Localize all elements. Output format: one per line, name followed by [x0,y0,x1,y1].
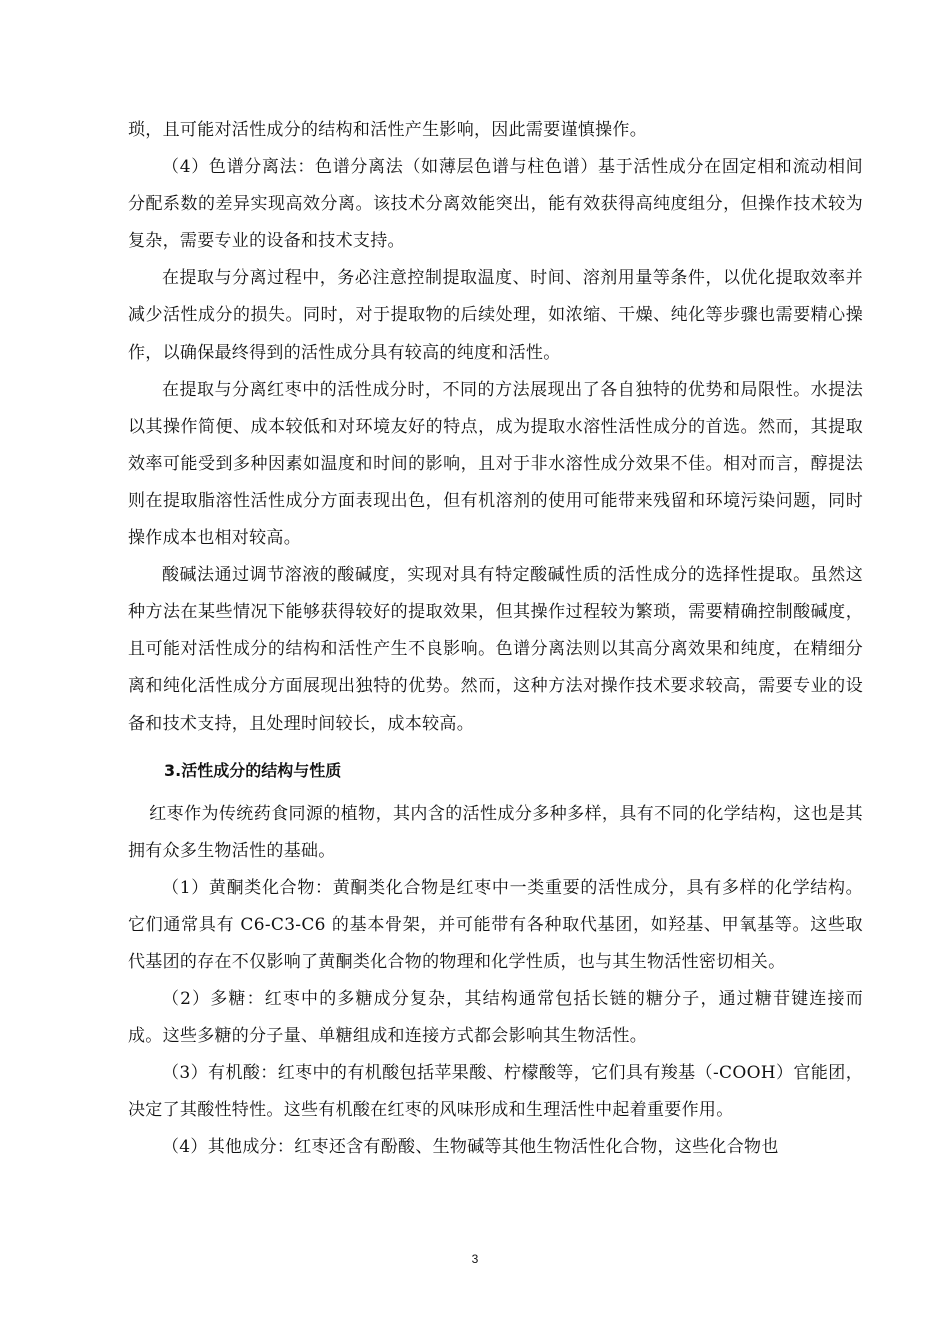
page-body [128,112,863,1167]
paragraph-other-components: （4）其他成分：红枣还含有酚酸、生物碱等其他生物活性化合物，这些化合物也 [162,1137,779,1158]
paragraph-flavonoids: （1）黄酮类化合物：黄酮类化合物是红枣中一类重要的活性成分，具有多样的化学结构。它们通常具有 C6-C3-C6 的基本骨架，并可能带有各种取代基团，如羟基、甲氧基等。这些取代基团的存在不仅影响了黄酮类化合物的物理和化学性质，也与其生物活性密切相关。 [128,877,863,972]
page-number: 3 [471,1252,479,1266]
paragraph-chromatography: （4）色谱分离法：色谱分离法（如薄层色谱与柱色谱）基于活性成分在固定相和流动相间分配系数的差异实现高效分离。该技术分离效能突出，能有效获得高纯度组分，但操作技术较为复杂，需要专业的设备和技术支持。 [128,157,863,252]
paragraph-intro: 红枣作为传统药食同源的植物，其内含的活性成分多种多样，具有不同的化学结构，这也是其拥有众多生物活性的基础。 [128,803,863,861]
paragraph-polysaccharides: （2）多糖：红枣中的多糖成分复杂，其结构通常包括长链的糖分子，通过糖苷键连接而成。这些多糖的分子量、单糖组成和连接方式都会影响其生物活性。 [128,989,863,1047]
paragraph-acid-base-summary: 酸碱法通过调节溶液的酸碱度，实现对具有特定酸碱性质的活性成分的选择性提取。虽然这种方法在某些情况下能够获得较好的提取效果，但其操作过程较为繁琐，需要精确控制酸碱度，且可能对活性成分的结构和活性产生不良影响。色谱分离法则以其高分离效果和纯度，在精细分离和纯化活性成分方面展现出独特的优势。然而，这种方法对操作技术要求较高，需要专业的设备和技术支持，且处理时间较长，成本较高。 [128,565,863,734]
paragraph-method-comparison: 在提取与分离红枣中的活性成分时，不同的方法展现出了各自独特的优势和局限性。水提法以其操作简便、成本较低和对环境友好的特点，成为提取水溶性活性成分的首选。然而，其提取效率可能受到多种因素如温度和时间的影响，且对于非水溶性成分效果不佳。相对而言，醇提法则在提取脂溶性活性成分方面表现出色，但有机溶剂的使用可能带来残留和环境污染问题，同时操作成本也相对较高。 [128,379,863,549]
paragraph-process-control: 在提取与分离过程中，务必注意控制提取温度、时间、溶剂用量等条件，以优化提取效率并减少活性成分的损失。同时，对于提取物的后续处理，如浓缩、干燥、纯化等步骤也需要精心操作，以确保最终得到的活性成分具有较高的纯度和活性。 [128,268,863,363]
paragraph-continuation: 琐，且可能对活性成分的结构和活性产生影响，因此需要谨慎操作。 [128,120,647,140]
paragraph-organic-acids: （3）有机酸：红枣中的有机酸包括苹果酸、柠檬酸等，它们具有羧基（-COOH）官能团，决定了其酸性特性。这些有机酸在红枣的风味形成和生理活性中起着重要作用。 [128,1063,863,1121]
section-heading: 3.活性成分的结构与性质 [164,760,342,780]
